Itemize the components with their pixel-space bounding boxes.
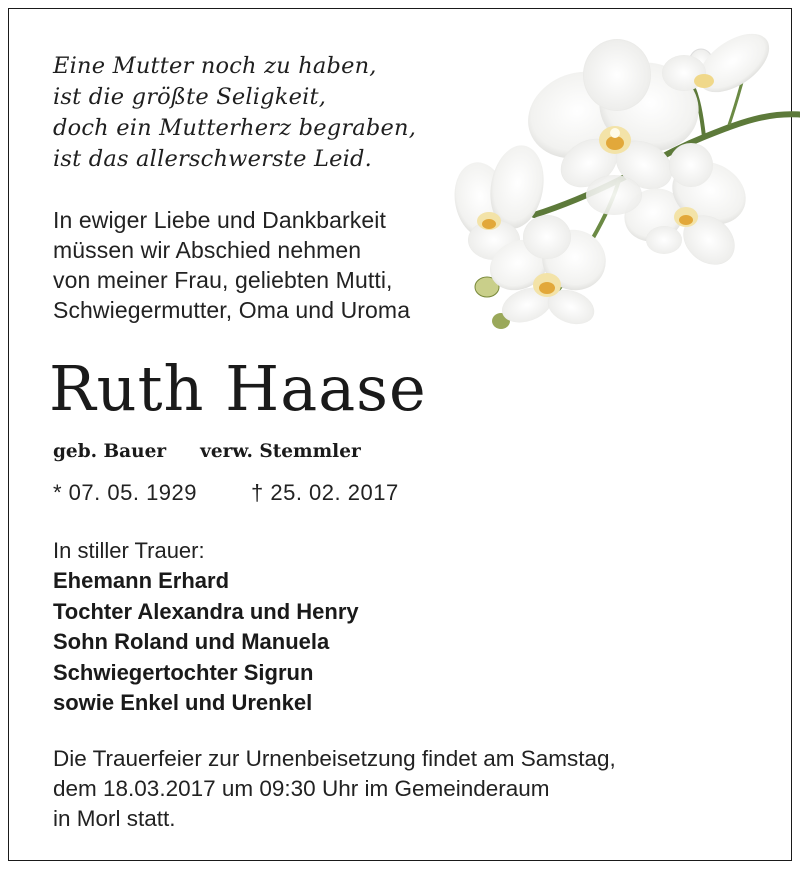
birth-date: * 07. 05. 1929: [53, 480, 198, 505]
mourner-item: Tochter Alexandra und Henry: [53, 598, 359, 624]
deceased-name: Ruth Haase: [49, 352, 427, 425]
poem-line: ist das allerschwerste Leid.: [53, 146, 372, 172]
service-line: Die Trauerfeier zur Urnenbeisetzung findet am Samstag,: [53, 746, 616, 771]
poem-line: doch ein Mutterherz begraben,: [53, 115, 417, 141]
widowed-name: verw. Stemmler: [200, 441, 361, 462]
poem-line: ist die größte Seligkeit,: [53, 84, 327, 110]
intro-line: von meiner Frau, geliebten Mutti,: [53, 267, 393, 293]
mourners-list: [53, 566, 359, 719]
orchid-flowers-icon: [439, 15, 800, 335]
maiden-names: [53, 439, 361, 465]
intro-line: Schwiegermutter, Oma und Uroma: [53, 297, 411, 323]
service-line: dem 18.03.2017 um 09:30 Uhr im Gemeinderaum: [53, 776, 550, 801]
life-dates: [53, 479, 399, 507]
funeral-service-info: [53, 744, 616, 834]
mourner-item: Sohn Roland und Manuela: [53, 629, 330, 654]
obituary-card: [8, 8, 792, 861]
poem-line: Eine Mutter noch zu haben,: [53, 53, 377, 79]
intro-line: In ewiger Liebe und Dankbarkeit: [53, 207, 386, 233]
mourners-heading: In stiller Trauer:: [53, 538, 205, 563]
farewell-intro: [53, 205, 410, 325]
service-line: in Morl statt.: [53, 806, 176, 831]
memorial-poem: [53, 51, 416, 175]
birth-name: geb. Bauer: [53, 441, 167, 462]
mourner-item: Ehemann Erhard: [53, 568, 230, 593]
intro-line: müssen wir Abschied nehmen: [53, 237, 362, 263]
mourner-item: Schwiegertochter Sigrun: [53, 659, 314, 685]
death-date: † 25. 02. 2017: [251, 480, 399, 505]
mourner-item: sowie Enkel und Urenkel: [53, 690, 313, 715]
